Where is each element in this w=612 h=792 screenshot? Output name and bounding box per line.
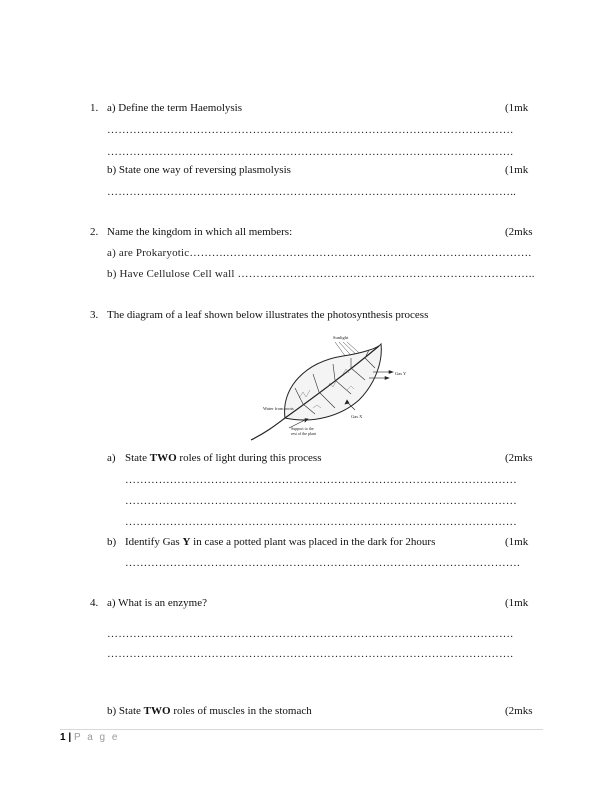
q4a-marks: (1mk xyxy=(505,597,529,609)
q2-number: 2. xyxy=(90,226,99,238)
q3b-marks: (1mk xyxy=(505,536,529,548)
q4b-marks: (2mks xyxy=(505,705,533,717)
page-footer xyxy=(60,732,119,743)
q1b-text: b) State one way of reversing plasmolysis xyxy=(107,164,291,176)
q3a-label: a) xyxy=(107,452,116,464)
label-support-2: rest of the plant xyxy=(291,431,316,436)
q3b-text: Identify Gas Y in case a potted plant was placed in the dark for 2hours xyxy=(125,536,436,548)
q3a-answer-line-1[interactable]: …………………………………………………………………………………………… xyxy=(125,474,517,486)
q2-text: Name the kingdom in which all members: xyxy=(107,226,293,238)
q4b-text: b) State TWO roles of muscles in the stomach xyxy=(107,705,312,717)
q1a-answer-line-1[interactable]: ………………………………………………………………………………………………. xyxy=(107,124,514,136)
q1b-marks: (1mk xyxy=(505,164,529,176)
q3a-answer-line-3[interactable]: …………………………………………………………………………………………… xyxy=(125,516,517,528)
q4a-answer-line-2[interactable]: ………………………………………………………………………………………………. xyxy=(107,648,514,660)
footer-separator: | xyxy=(68,732,72,743)
footer-divider xyxy=(60,729,543,730)
label-water: Water from roots xyxy=(263,406,294,411)
q3-text: The diagram of a leaf shown below illustrates the photosynthesis process xyxy=(107,309,429,321)
q4a-text: a) What is an enzyme? xyxy=(107,597,207,609)
q1-number: 1. xyxy=(90,102,99,114)
q2-marks: (2mks xyxy=(505,226,533,238)
q3b-bold: Y xyxy=(182,536,191,548)
q3a-marks: (2mks xyxy=(505,452,533,464)
q3b-label: b) xyxy=(107,536,117,548)
q3a-answer-line-2[interactable]: …………………………………………………………………………………………… xyxy=(125,495,517,507)
q2b-text[interactable]: b) Have Cellulose Cell wall …………………………………………………………………….. xyxy=(107,268,535,280)
q3a-bold: TWO xyxy=(149,452,177,464)
q3a-text: State TWO roles of light during this process xyxy=(125,452,322,464)
label-gas-x: Gas X xyxy=(351,414,363,419)
label-sunlight: Sunlight xyxy=(333,335,349,340)
label-gas-y: Gas Y xyxy=(395,371,407,376)
leaf-diagram xyxy=(243,328,413,444)
page-label: P a g e xyxy=(73,732,120,743)
q1a-marks: (1mk xyxy=(505,102,529,114)
q1a-text: a) Define the term Haemolysis xyxy=(107,102,243,114)
q4-number: 4. xyxy=(90,597,99,609)
page-number: 1 xyxy=(60,732,66,743)
label-support-1: Support to the xyxy=(291,426,314,431)
q3-number: 3. xyxy=(90,309,99,321)
q1a-answer-line-2[interactable]: ………………………………………………………………………………………………. xyxy=(107,146,514,158)
q4b-bold: TWO xyxy=(143,705,171,717)
q3b-answer-line-1[interactable]: ……………………………………………………………………………………………. xyxy=(125,557,520,569)
q2a-text[interactable]: a) are Prokaryotic……….………………………………………………………………………. xyxy=(107,247,532,259)
q4a-answer-line-1[interactable]: ………………………………………………………………………………………………. xyxy=(107,628,514,640)
q1b-answer-line-1[interactable]: ……………………………………………………………………………………………….. xyxy=(107,186,517,198)
